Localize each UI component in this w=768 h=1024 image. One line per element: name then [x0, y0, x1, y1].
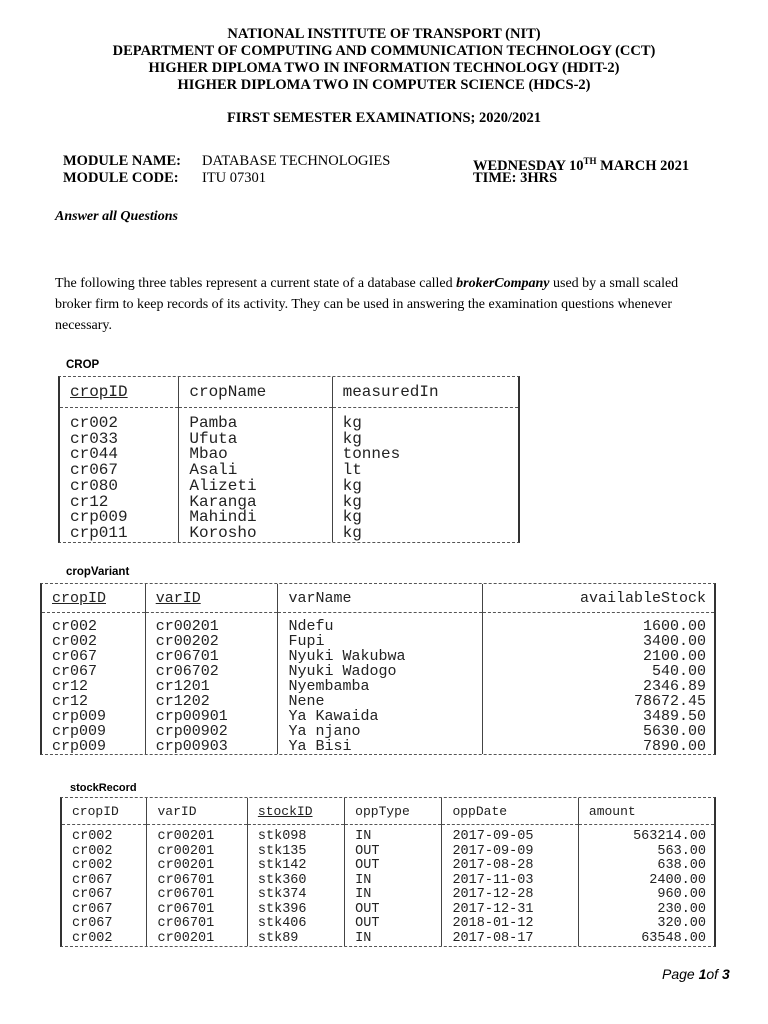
table-header-row — [60, 377, 518, 408]
table-cell: cr00201 — [147, 845, 247, 860]
table-cell: cr067 — [70, 461, 119, 480]
table-cell: 7890.00 — [483, 739, 714, 754]
table-cell: crp009 — [70, 508, 128, 527]
cropvariant-table — [40, 583, 716, 755]
table-cell: cr1201 — [145, 679, 278, 694]
table-cell: 63548.00 — [578, 932, 714, 947]
table-header-row — [42, 584, 714, 613]
table-cell: 563.00 — [578, 845, 714, 860]
table-row — [60, 432, 518, 448]
table-cell: IN — [345, 825, 442, 845]
table-cell: 1600.00 — [483, 613, 714, 635]
table-cell: stk098 — [247, 825, 344, 845]
table-cell: cr067 — [52, 648, 98, 665]
table-cell: Pamba — [179, 408, 332, 432]
table-row — [62, 903, 714, 918]
table-row — [42, 649, 714, 664]
table-row — [62, 888, 714, 903]
table-row — [42, 724, 714, 739]
table-cell: 960.00 — [578, 888, 714, 903]
table-cell: crp00902 — [145, 724, 278, 739]
table-cell: 2400.00 — [578, 874, 714, 889]
department-title: DEPARTMENT OF COMPUTING AND COMMUNICATION TECHNOLOGY (CCT) — [112, 43, 656, 59]
institute-title: NATIONAL INSTITUTE OF TRANSPORT (NIT) — [227, 26, 541, 42]
table-cell: 2100.00 — [483, 649, 714, 664]
table-cell: cr067 — [52, 663, 98, 680]
table-cell: Mahindi — [179, 510, 332, 526]
column-header: oppType — [345, 798, 442, 825]
table-cell: 540.00 — [483, 664, 714, 679]
table-cell: cr002 — [70, 414, 119, 432]
table-cell: stk89 — [247, 932, 344, 947]
table-cell: 2017-09-09 — [442, 845, 578, 860]
table-cell: crp00903 — [145, 739, 278, 754]
module-code-label: MODULE CODE: — [63, 170, 179, 186]
table-cell: Fupi — [278, 634, 483, 649]
column-header: oppDate — [442, 798, 578, 825]
column-header: stockID — [247, 798, 344, 825]
table-header-row — [62, 798, 714, 825]
table-row — [62, 874, 714, 889]
table-cell: Ndefu — [278, 613, 483, 635]
table-cell: crp00901 — [145, 709, 278, 724]
table-cell: OUT — [345, 859, 442, 874]
table-row — [62, 845, 714, 860]
table-cell: Nyuki Wadogo — [278, 664, 483, 679]
exam-date: WEDNESDAY 10TH MARCH 2021 — [473, 156, 690, 174]
table-cell: stk374 — [247, 888, 344, 903]
table-cell: Ya Bisi — [278, 739, 483, 754]
table-cell: cr06701 — [147, 888, 247, 903]
table-cell: stk396 — [247, 903, 344, 918]
table-cell: cr12 — [52, 693, 89, 710]
table-cell: cr12 — [70, 492, 109, 511]
table-cell: 2018-01-12 — [442, 917, 578, 932]
table-row — [42, 664, 714, 679]
table-cell: cr080 — [70, 476, 119, 495]
table-cell: cr00201 — [147, 932, 247, 947]
crop-table — [58, 376, 520, 543]
table-cell: kg — [332, 479, 518, 495]
table-cell: Nyembamba — [278, 679, 483, 694]
table-cell: 230.00 — [578, 903, 714, 918]
column-header: cropID — [42, 584, 145, 613]
table-row — [42, 739, 714, 754]
module-name-value: DATABASE TECHNOLOGIES — [202, 153, 391, 169]
programme-title-hdcs: HIGHER DIPLOMA TWO IN COMPUTER SCIENCE (HDCS-2) — [177, 77, 591, 93]
column-header: amount — [578, 798, 714, 825]
table-row — [60, 408, 518, 432]
table-cell: 563214.00 — [578, 825, 714, 845]
table-cell: 2017-12-31 — [442, 903, 578, 918]
table-cell: OUT — [345, 917, 442, 932]
table-cell: cr044 — [70, 445, 119, 464]
table-cell: cr06701 — [147, 917, 247, 932]
table-row — [60, 479, 518, 495]
table-cell: IN — [345, 932, 442, 947]
table-row — [60, 495, 518, 511]
intro-paragraph: The following three tables represent a current state of a database called brokerCompany used by a small scaled broker firm to keep records of its activity. They can be used in answering the examination questions whenever necessary. — [55, 276, 679, 333]
column-header: availableStock — [483, 584, 714, 613]
table-cell: kg — [332, 408, 518, 432]
column-header: varID — [145, 584, 278, 613]
stockrecord-table-caption: stockRecord — [70, 782, 137, 794]
table-cell: cr00201 — [147, 825, 247, 845]
table-cell: IN — [345, 888, 442, 903]
table-cell: cr1202 — [145, 694, 278, 709]
table-cell: 2017-09-05 — [442, 825, 578, 845]
table-cell: stk406 — [247, 917, 344, 932]
table-cell: crp011 — [70, 523, 128, 542]
table-row — [62, 859, 714, 874]
table-cell: cr002 — [52, 618, 98, 635]
crop-table-caption: CROP — [66, 359, 100, 371]
table-cell: Asali — [179, 463, 332, 479]
table-cell: Nene — [278, 694, 483, 709]
table-cell: cr002 — [72, 829, 113, 844]
table-cell: Ufuta — [179, 432, 332, 448]
table-cell: crp009 — [52, 708, 107, 725]
table-cell: Korosho — [179, 526, 332, 542]
module-code-value: ITU 07301 — [202, 170, 267, 186]
table-row — [42, 634, 714, 649]
instructions: Answer all Questions — [55, 209, 178, 224]
table-cell: kg — [332, 510, 518, 526]
column-header: varName — [278, 584, 483, 613]
table-cell: 2017-11-03 — [442, 874, 578, 889]
table-cell: cr002 — [72, 930, 113, 946]
table-row — [60, 463, 518, 479]
table-cell: cr067 — [72, 887, 113, 902]
table-cell: Ya njano — [278, 724, 483, 739]
table-cell: 78672.45 — [483, 694, 714, 709]
table-cell: Karanga — [179, 495, 332, 511]
page-number: Page 1of 3 — [662, 966, 730, 982]
table-cell: cr067 — [72, 916, 113, 931]
table-cell: cr00201 — [147, 859, 247, 874]
table-cell: crp009 — [52, 738, 107, 755]
table-cell: stk142 — [247, 859, 344, 874]
table-cell: crp009 — [52, 723, 107, 740]
table-cell: IN — [345, 874, 442, 889]
table-cell: cr002 — [72, 858, 113, 873]
module-name-label: MODULE NAME: — [63, 153, 182, 169]
table-cell: 3489.50 — [483, 709, 714, 724]
table-cell: OUT — [345, 903, 442, 918]
table-cell: OUT — [345, 845, 442, 860]
table-cell: cr00202 — [145, 634, 278, 649]
cropvariant-table-caption: cropVariant — [66, 566, 130, 578]
database-name: brokerCompany — [456, 276, 550, 291]
table-cell: cr06701 — [147, 874, 247, 889]
column-header: cropName — [179, 377, 332, 408]
table-cell: Ya Kawaida — [278, 709, 483, 724]
table-row — [42, 709, 714, 724]
column-header: cropID — [62, 798, 147, 825]
table-row — [62, 825, 714, 845]
table-cell: kg — [332, 495, 518, 511]
table-row — [60, 510, 518, 526]
table-cell: 2017-12-28 — [442, 888, 578, 903]
table-row — [62, 932, 714, 947]
table-cell: 2017-08-17 — [442, 932, 578, 947]
column-header: varID — [147, 798, 247, 825]
table-cell: cr00201 — [145, 613, 278, 635]
table-cell: 5630.00 — [483, 724, 714, 739]
table-cell: cr06702 — [145, 664, 278, 679]
table-cell: kg — [332, 526, 518, 542]
table-cell: 2017-08-28 — [442, 859, 578, 874]
table-cell: 3400.00 — [483, 634, 714, 649]
table-row — [42, 679, 714, 694]
table-row — [42, 613, 714, 635]
table-row — [60, 447, 518, 463]
stockrecord-table — [60, 797, 716, 947]
table-cell: stk135 — [247, 845, 344, 860]
exam-time: TIME: 3HRS — [473, 170, 558, 186]
table-cell: cr06701 — [147, 903, 247, 918]
table-cell: cr06701 — [145, 649, 278, 664]
table-cell: lt — [332, 463, 518, 479]
table-cell: Mbao — [179, 447, 332, 463]
table-cell: 638.00 — [578, 859, 714, 874]
table-cell: cr033 — [70, 429, 119, 448]
table-cell: Nyuki Wakubwa — [278, 649, 483, 664]
table-cell: cr067 — [72, 872, 113, 888]
table-row — [62, 917, 714, 932]
table-cell: cr067 — [72, 901, 113, 917]
table-row — [42, 694, 714, 709]
exam-title: FIRST SEMESTER EXAMINATIONS; 2020/2021 — [226, 110, 542, 126]
table-cell: cr002 — [52, 633, 98, 650]
table-cell: stk360 — [247, 874, 344, 889]
column-header: cropID — [60, 377, 179, 408]
programme-title-hdit: HIGHER DIPLOMA TWO IN INFORMATION TECHNOLOGY (HDIT-2) — [148, 60, 620, 76]
table-cell: 2346.89 — [483, 679, 714, 694]
table-cell: 320.00 — [578, 917, 714, 932]
table-cell: kg — [332, 432, 518, 448]
table-cell: cr002 — [72, 843, 113, 859]
column-header: measuredIn — [332, 377, 518, 408]
table-row — [60, 526, 518, 542]
table-cell: Alizeti — [179, 479, 332, 495]
table-cell: cr12 — [52, 678, 89, 695]
table-cell: tonnes — [332, 447, 518, 463]
